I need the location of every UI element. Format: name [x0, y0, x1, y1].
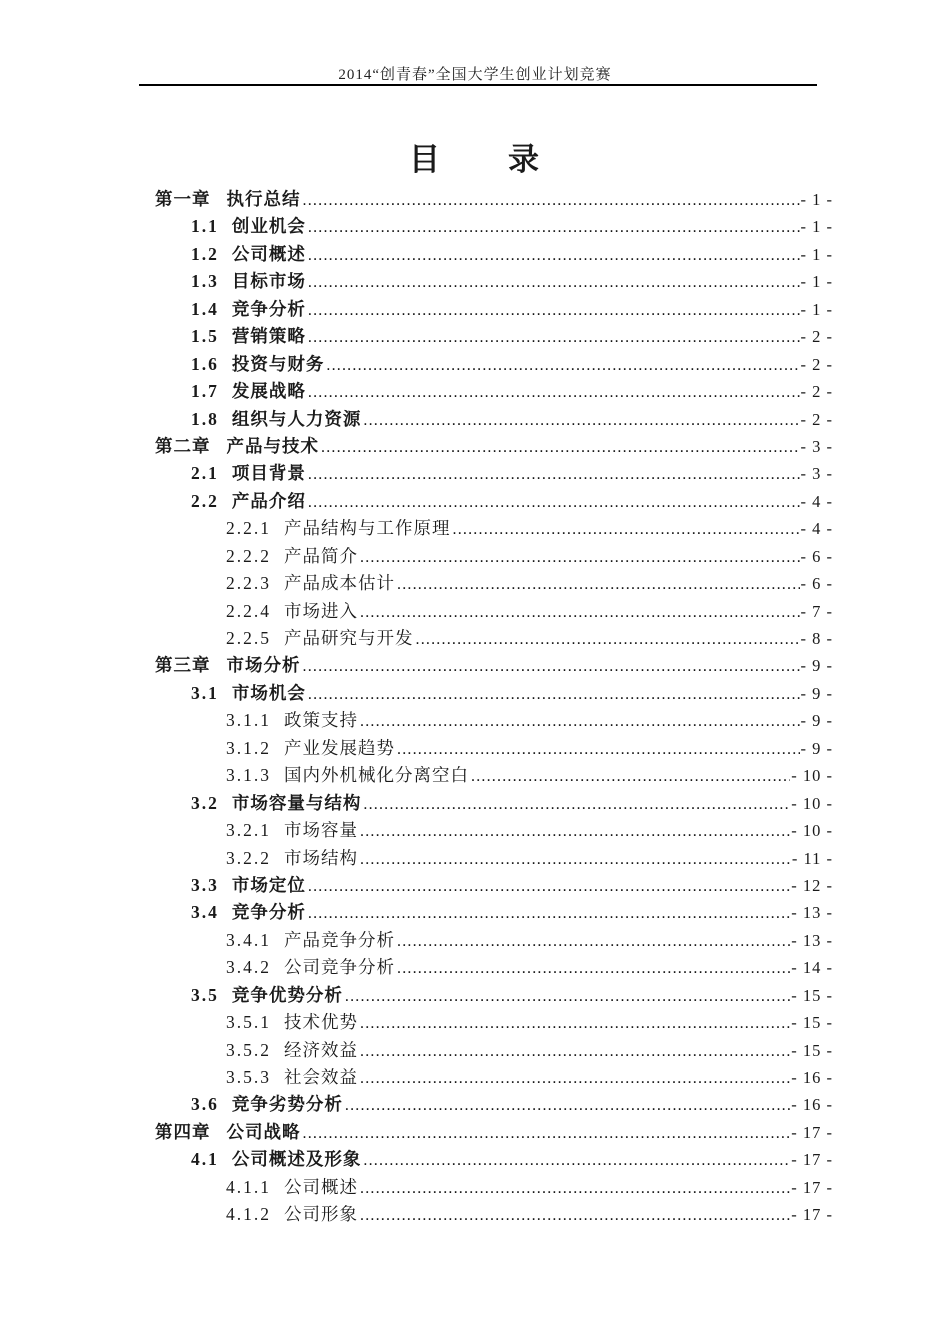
- toc-entry-number: 2.2.3: [226, 573, 271, 594]
- toc-dotted-leader: [360, 817, 790, 845]
- toc-dotted-leader: [308, 323, 800, 351]
- toc-entry-number: 3.2: [191, 792, 219, 813]
- toc-entry-label: 产品介绍: [231, 490, 306, 511]
- toc-dotted-leader: [308, 213, 800, 241]
- toc-entry-number: 1.2: [191, 243, 219, 264]
- toc-entry-page: - 10 -: [791, 766, 833, 786]
- toc-entry[interactable]: [155, 1064, 833, 1091]
- toc-entry-label: 产品研究与开发: [284, 628, 414, 648]
- toc-entry-number: 4.1.2: [226, 1204, 271, 1225]
- toc-entry-page: - 14 -: [791, 958, 833, 978]
- toc-entry-label: 经济效益: [284, 1039, 358, 1060]
- toc-dotted-leader: [308, 296, 800, 324]
- toc-entry-number: 1.3: [191, 271, 219, 292]
- toc-entry-page: - 10 -: [791, 793, 833, 813]
- toc-entry-label: 市场定位: [231, 874, 306, 895]
- toc-dotted-leader: [326, 351, 799, 379]
- toc-entry-page: - 2 -: [800, 354, 833, 374]
- toc-entry[interactable]: [155, 954, 833, 981]
- toc-dotted-leader: [308, 268, 800, 296]
- toc-entry-number: 1.1: [191, 216, 219, 237]
- toc-dotted-leader: [303, 1119, 791, 1147]
- toc-entry[interactable]: [155, 707, 833, 734]
- toc-entry[interactable]: [155, 1091, 833, 1118]
- toc-entry-number: 3.5.3: [226, 1067, 271, 1087]
- toc-entry-page: - 1 -: [800, 272, 833, 292]
- toc-dotted-leader: [308, 241, 800, 269]
- toc-entry-label: 公司概述及形象: [231, 1149, 362, 1170]
- toc-entry-label: 公司形象: [284, 1204, 358, 1225]
- toc-entry-page: - 17 -: [791, 1150, 833, 1170]
- toc-dotted-leader: [397, 735, 800, 763]
- toc-entry[interactable]: [155, 735, 833, 762]
- toc-entry-page: - 4 -: [800, 519, 833, 539]
- toc-entry-page: - 16 -: [791, 1068, 833, 1087]
- toc-entry-page: - 1 -: [800, 244, 833, 264]
- toc-entry-label: 国内外机械化分离空白: [284, 765, 469, 786]
- toc-entry-number: 1.6: [191, 353, 219, 374]
- toc-entry-page: - 13 -: [791, 930, 833, 950]
- toc-entry-page: - 9 -: [800, 738, 833, 758]
- toc-entry[interactable]: [155, 460, 833, 487]
- toc-entry-label: 产品竞争分析: [284, 929, 395, 950]
- toc-entry-label: 公司概述: [284, 1176, 358, 1197]
- toc-dotted-leader: [308, 872, 790, 900]
- toc-entry[interactable]: [155, 762, 833, 789]
- toc-entry-page: - 9 -: [800, 656, 833, 676]
- toc-entry-page: - 15 -: [791, 1013, 833, 1033]
- toc-entry[interactable]: [155, 543, 833, 570]
- toc-entry-page: - 2 -: [800, 382, 833, 402]
- toc-entry-label: 目标市场: [231, 271, 306, 292]
- toc-entry-label: 产品结构与工作原理: [284, 518, 451, 539]
- toc-dotted-leader: [363, 790, 790, 818]
- toc-entry-label: 市场分析: [226, 655, 301, 676]
- toc-entry-number: 1.4: [191, 298, 219, 319]
- toc-dotted-leader: [308, 899, 790, 927]
- toc-entry-page: - 17 -: [791, 1122, 833, 1142]
- toc-dotted-leader: [308, 488, 800, 516]
- toc-entry[interactable]: [155, 488, 833, 515]
- toc-entry-page: - 3 -: [800, 436, 833, 456]
- toc-dotted-leader: [360, 845, 791, 873]
- toc-entry[interactable]: [155, 1146, 833, 1173]
- toc-entry[interactable]: [155, 186, 833, 213]
- toc-entry-number: 3.5.1: [226, 1012, 271, 1033]
- toc-entry[interactable]: [155, 598, 833, 625]
- toc-dotted-leader: [360, 1201, 790, 1229]
- toc-dotted-leader: [397, 927, 790, 955]
- toc-entry-label: 执行总结: [226, 189, 301, 209]
- toc-entry-page: - 6 -: [800, 574, 833, 594]
- toc-entry-page: - 3 -: [800, 464, 833, 484]
- toc-entry-label: 产业发展趋势: [284, 737, 395, 758]
- toc-entry-label: 产品成本估计: [284, 573, 395, 594]
- toc-entry-label: 竞争劣势分析: [231, 1094, 343, 1115]
- toc-entry-page: - 15 -: [791, 985, 833, 1005]
- toc-entry-label: 市场结构: [284, 847, 358, 868]
- toc-entry[interactable]: [155, 268, 833, 295]
- toc-entry-number: 3.4: [191, 902, 219, 923]
- toc-entry-page: - 2 -: [800, 327, 833, 347]
- toc-entry[interactable]: [155, 433, 833, 460]
- toc-entry-number: 2.1: [191, 463, 219, 484]
- toc-entry[interactable]: [155, 570, 833, 597]
- toc-entry-label: 公司概述: [231, 243, 306, 264]
- toc-entry[interactable]: [155, 817, 833, 844]
- toc-entry-page: - 17 -: [791, 1205, 833, 1225]
- toc-entry[interactable]: [155, 927, 833, 954]
- toc-dotted-leader: [360, 1064, 790, 1092]
- toc-entry-number: 4.1: [191, 1149, 219, 1170]
- toc-entry-label: 公司战略: [226, 1121, 301, 1142]
- toc-entry-number: 3.4.1: [226, 929, 271, 950]
- toc-entry-page: - 17 -: [791, 1177, 833, 1197]
- toc-entry-page: - 1 -: [800, 299, 833, 319]
- toc-entry-number: 3.5.2: [226, 1039, 271, 1060]
- toc-entry-number: 3.1.3: [226, 765, 271, 786]
- toc-entry-label: 社会效益: [284, 1067, 358, 1087]
- toc-entry-label: 投资与财务: [231, 353, 325, 374]
- toc-dotted-leader: [363, 406, 799, 434]
- toc-entry[interactable]: [155, 323, 833, 350]
- toc-dotted-leader: [360, 1009, 790, 1037]
- toc-entry-label: 公司竞争分析: [284, 957, 395, 978]
- toc-dotted-leader: [360, 707, 800, 735]
- toc-entry-page: - 15 -: [791, 1040, 833, 1060]
- toc-dotted-leader: [321, 433, 800, 461]
- toc-entry-number: 第四章: [155, 1121, 211, 1142]
- toc-entry-page: - 9 -: [800, 711, 833, 731]
- toc-entry[interactable]: [155, 406, 833, 433]
- toc-entry[interactable]: [155, 351, 833, 378]
- toc-entry[interactable]: [155, 1119, 833, 1146]
- toc-entry-number: 2.2.2: [226, 545, 271, 566]
- header-competition-title: 2014“创青春”全国大学生创业计划竞赛: [338, 67, 612, 83]
- toc-entry-number: 3.1.2: [226, 737, 271, 758]
- toc-entry-label: 技术优势: [284, 1012, 358, 1033]
- toc-entry-page: - 11 -: [791, 848, 833, 868]
- toc-entry[interactable]: [155, 1037, 833, 1064]
- toc-entry-number: 第二章: [155, 435, 211, 456]
- toc-entry[interactable]: [155, 845, 833, 872]
- toc-entry-number: 1.8: [191, 408, 219, 429]
- toc-title: 目 录: [409, 142, 541, 177]
- toc-dotted-leader: [360, 1037, 790, 1065]
- toc-entry-page: - 7 -: [800, 601, 833, 621]
- toc-entry[interactable]: [155, 872, 833, 899]
- toc-entry-number: 3.1.1: [226, 710, 271, 731]
- toc-dotted-leader: [308, 460, 800, 488]
- toc-entry-page: - 6 -: [800, 546, 833, 566]
- toc-entry-page: - 4 -: [800, 491, 833, 511]
- toc-entry-label: 项目背景: [231, 463, 306, 484]
- toc-dotted-leader: [416, 625, 800, 653]
- toc-dotted-leader: [360, 543, 800, 571]
- toc-entry-page: - 9 -: [800, 683, 833, 703]
- toc-entry-label: 市场机会: [231, 682, 306, 703]
- toc-entry-label: 产品简介: [284, 545, 358, 566]
- toc-dotted-leader: [308, 680, 800, 708]
- toc-entry-label: 发展战略: [231, 381, 306, 402]
- toc-entry-page: - 2 -: [800, 409, 833, 429]
- toc-entry-page: - 1 -: [800, 190, 833, 209]
- toc-entry-label: 创业机会: [231, 216, 306, 237]
- toc-entry[interactable]: [155, 296, 833, 323]
- toc-entry-label: 竞争分析: [231, 902, 306, 923]
- toc-entry-number: 1.7: [191, 381, 219, 402]
- toc-entry-number: 2.2: [191, 490, 219, 511]
- toc-dotted-leader: [363, 1146, 790, 1174]
- toc-dotted-leader: [471, 762, 790, 790]
- toc-dotted-leader: [397, 570, 800, 598]
- toc-entry-number: 4.1.1: [226, 1176, 271, 1197]
- toc-list: [155, 186, 833, 1229]
- toc-entry-label: 市场容量与结构: [231, 792, 362, 813]
- toc-entry[interactable]: [155, 680, 833, 707]
- toc-entry[interactable]: [155, 378, 833, 405]
- toc-entry-label: 营销策略: [231, 326, 306, 347]
- toc-entry-label: 组织与人力资源: [231, 408, 362, 429]
- toc-entry-label: 市场容量: [284, 820, 358, 841]
- toc-entry-number: 3.3: [191, 874, 219, 895]
- toc-entry-number: 第一章: [155, 189, 211, 209]
- toc-entry[interactable]: [155, 625, 833, 652]
- toc-entry-number: 2.2.1: [226, 518, 271, 539]
- toc-entry-label: 市场进入: [284, 600, 358, 621]
- toc-entry-page: - 13 -: [791, 903, 833, 923]
- toc-entry-page: - 10 -: [791, 821, 833, 841]
- toc-dotted-leader: [397, 954, 790, 982]
- toc-entry[interactable]: [155, 241, 833, 268]
- toc-entry-label: 政策支持: [284, 710, 358, 731]
- toc-dotted-leader: [360, 1174, 790, 1202]
- toc-entry[interactable]: [155, 1009, 833, 1036]
- toc-dotted-leader: [453, 515, 800, 543]
- toc-entry-page: - 8 -: [800, 629, 833, 648]
- toc-entry-number: 第三章: [155, 655, 211, 676]
- toc-dotted-leader: [308, 378, 800, 406]
- toc-entry-number: 3.6: [191, 1094, 219, 1115]
- toc-entry[interactable]: [155, 515, 833, 542]
- toc-entry-page: - 1 -: [800, 217, 833, 237]
- toc-dotted-leader: [303, 186, 800, 214]
- toc-dotted-leader: [345, 982, 790, 1010]
- toc-entry-number: 2.2.4: [226, 600, 271, 621]
- header-rule: [139, 84, 817, 86]
- toc-entry[interactable]: [155, 899, 833, 926]
- toc-entry-label: 竞争分析: [231, 298, 306, 319]
- toc-entry-number: 3.2.2: [226, 847, 271, 868]
- toc-entry[interactable]: [155, 213, 833, 240]
- toc-entry-number: 3.2.1: [226, 820, 271, 841]
- toc-entry[interactable]: [155, 1201, 833, 1228]
- toc-entry[interactable]: [155, 652, 833, 679]
- toc-entry[interactable]: [155, 982, 833, 1009]
- toc-entry-number: 2.2.5: [226, 628, 271, 648]
- toc-entry-number: 3.4.2: [226, 957, 271, 978]
- toc-dotted-leader: [360, 598, 800, 626]
- toc-entry-number: 1.5: [191, 326, 219, 347]
- toc-entry-label: 产品与技术: [226, 435, 319, 456]
- toc-entry-page: - 16 -: [791, 1095, 833, 1115]
- toc-entry-number: 3.1: [191, 682, 219, 703]
- toc-entry[interactable]: [155, 790, 833, 817]
- toc-entry-page: - 12 -: [791, 875, 833, 895]
- toc-dotted-leader: [303, 652, 800, 680]
- toc-entry-label: 竞争优势分析: [231, 984, 343, 1005]
- toc-entry[interactable]: [155, 1174, 833, 1201]
- toc-entry-number: 3.5: [191, 984, 219, 1005]
- toc-dotted-leader: [345, 1091, 790, 1119]
